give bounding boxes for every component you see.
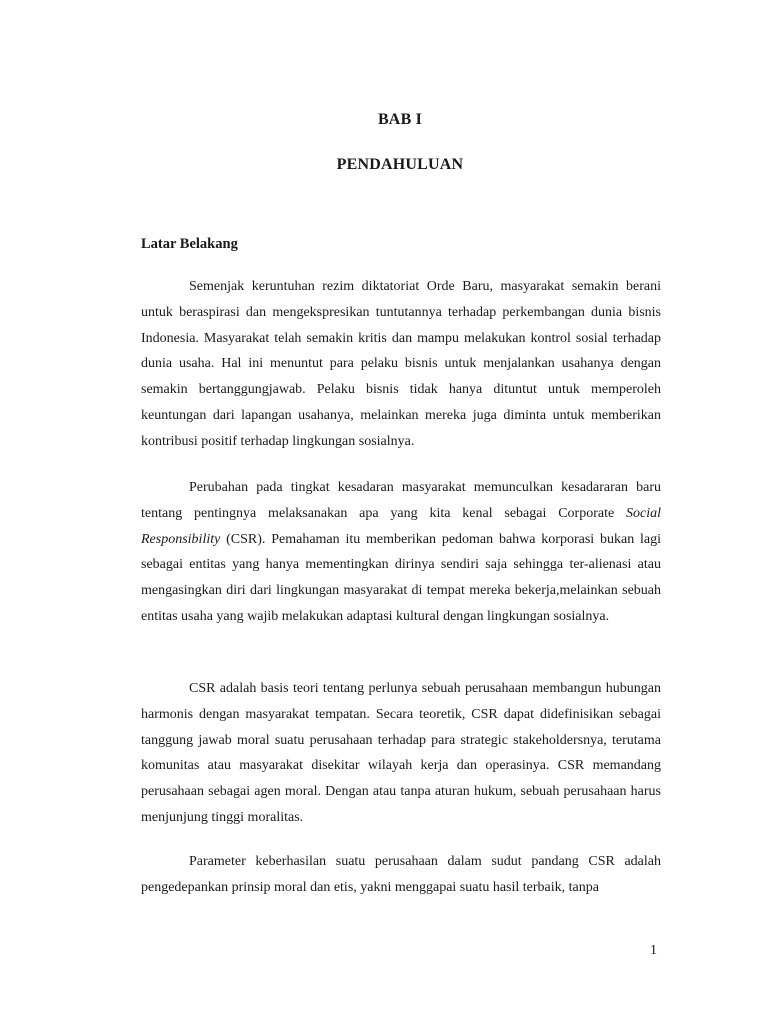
paragraph-2-text-end: (CSR). Pemahaman itu memberikan pedoman bahwa korporasi bukan lagi sebagai entitas yang hanya mementingkan dirinya sendiri saja sehingga ter-alienasi atau mengasingkan diri dari lingkungan masyarakat di tempat mereka bekerja,melainkan sebuah entitas usaha yang wajib melakukan adaptasi kultural dengan lingkungan sosialnya. <box>141 531 661 624</box>
paragraph-3: CSR adalah basis teori tentang perlunya sebuah perusahaan membangun hubungan harmonis dengan masyarakat tempatan. Secara teoretik, CSR dapat didefinisikan sebagai tanggung jawab moral suatu perusahaan terhadap para strategic stakeholdersnya, terutama komunitas atau masyarakat disekitar wilayah kerja dan operasinya. CSR memandang perusahaan sebagai agen moral. Dengan atau tanpa aturan hukum, sebuah perusahaan harus menjunjung tinggi moralitas. <box>141 681 661 825</box>
paragraph-2-italic-term: Social Responsibility <box>141 505 661 547</box>
page-number: 1 <box>650 943 657 958</box>
section-heading: Latar Belakang <box>141 236 238 252</box>
paragraph-2-text-start: Perubahan pada tingkat kesadaran masyarakat memunculkan kesadararan baru tentang pentingnya melaksanakan apa yang kita kenal sebagai Corporate <box>141 480 661 521</box>
paragraph-4: Parameter keberhasilan suatu perusahaan dalam sudut pandang CSR adalah pengedepankan prinsip moral dan etis, yakni menggapai suatu hasil terbaik, tanpa <box>141 854 661 895</box>
chapter-number: BAB I <box>377 111 423 128</box>
chapter-title: PENDAHULUAN <box>336 156 464 173</box>
paragraph-1: Semenjak keruntuhan rezim diktatoriat Orde Baru, masyarakat semakin berani untuk beraspirasi dan mengekspresikan tuntutannya terhadap perkembangan dunia bisnis Indonesia. Masyarakat telah semakin kritis dan mampu melakukan kontrol sosial terhadap dunia usaha. Hal ini menuntut para pelaku bisnis untuk menjalankan usahanya dengan semakin bertanggungjawab. Pelaku bisnis tidak hanya dituntut untuk memperoleh keuntungan dari lapangan usahanya, melainkan mereka juga diminta untuk memberikan kontribusi positif terhadap lingkungan sosialnya. <box>141 279 661 449</box>
paragraph-2 <box>141 475 661 630</box>
